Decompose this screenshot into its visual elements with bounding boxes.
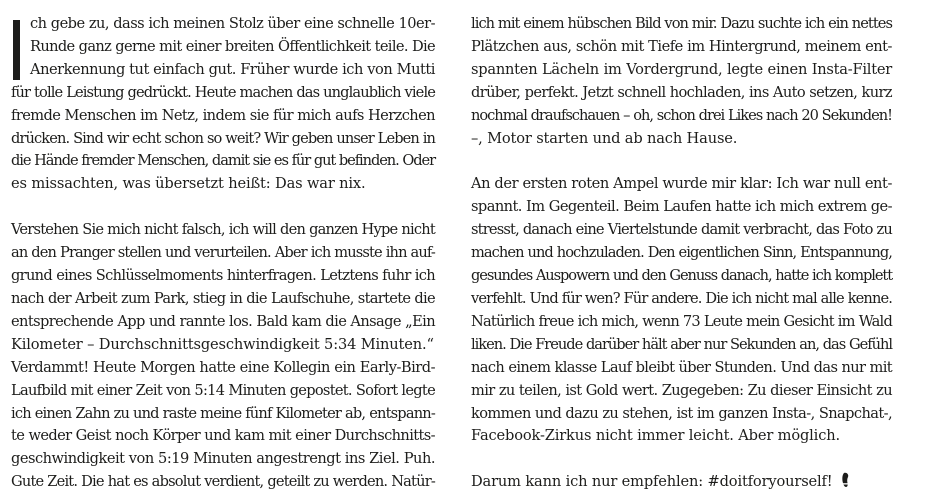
text-line: nach der Arbeit zum Park, stieg in die Laufschuhe, startete die [11, 289, 435, 307]
text-line: lich mit einem hübschen Bild von mir. Dazu suchte ich ein nettes [471, 15, 892, 32]
text-line: machen und hochzuladen. Den eigentlichen Sinn, Entspannung, [471, 244, 892, 262]
text-line: kommen und dazu zu stehen, ist im ganzen Insta-, Snapchat-, [471, 404, 892, 422]
text-line: an den Pranger stellen und verurteilen. Aber ich musste ihn auf- [11, 244, 435, 262]
text-line: gesundes Auspowern und den Genuss danach, hatte ich komplett [471, 267, 892, 285]
right-column [471, 13, 892, 494]
text-line: nach einem klasse Lauf bleibt über Stunden. Und das nur mit [471, 358, 892, 376]
text-line: grund eines Schlüsselmoments hinterfragen. Letztens fuhr ich [11, 267, 435, 285]
text-line: ch gebe zu, dass ich meinen Stolz über eine schnelle 10er- [30, 15, 435, 32]
text-line: Gute Zeit. Die hat es absolut verdient, geteilt zu werden. Natür- [11, 473, 435, 491]
text-line: te weder Geist noch Körper und kam mit einer Durchschnitts- [11, 427, 435, 445]
text-line: geschwindigkeit von 5:19 Minuten angestrengt ins Ziel. Puh. [11, 450, 435, 468]
text-line: spannt. Im Gegenteil. Beim Laufen hatte ich mich extrem ge- [471, 198, 892, 216]
closing-line [471, 471, 892, 494]
text-line: Runde ganz gerne mit einer breiten Öffentlichkeit teile. Die [30, 37, 435, 55]
drop-cap-i [13, 20, 20, 80]
text-line: drücken. Sind wir echt schon so weit? Wir geben unser Leben in [11, 129, 435, 147]
text-line: Anerkennung tut einfach gut. Früher wurde ich von Mutti [30, 60, 435, 78]
text-line: –, Motor starten und ab nach Hause. [471, 129, 738, 147]
text-line: drüber, perfekt. Jetzt schnell hochladen, ins Auto setzen, kurz [471, 83, 892, 101]
text-line: für tolle Leistung gedrückt. Heute machen das unglaublich viele [11, 83, 435, 101]
text-line: Facebook-Zirkus nicht immer leicht. Aber möglich. [471, 427, 840, 445]
text-line: Plätzchen aus, schön mit Tiefe im Hintergrund, meinem ent- [471, 37, 892, 55]
text-line: Verdammt! Heute Morgen hatte eine Kollegin ein Early-Bird- [11, 358, 435, 376]
left-column [11, 13, 435, 494]
text-line: mir zu teilen, ist Gold wert. Zugegeben: Zu dieser Einsicht zu [471, 381, 892, 399]
text-line: liken. Die Freude darüber hält aber nur Sekunden an, das Gefühl [471, 335, 892, 353]
text-line: Verstehen Sie mich nicht falsch, ich will den ganzen Hype nicht [11, 221, 435, 239]
closing-text: Darum kann ich nur empfehlen: #doitforyourself! [471, 473, 833, 491]
paragraph-2 [11, 219, 435, 494]
text-line: Kilometer – Durchschnittsgeschwindigkeit 5:34 Minuten.“ [11, 335, 434, 353]
text-line: verfehlt. Und für wen? Für andere. Die ich nicht mal alle kenne. [471, 289, 892, 307]
paragraph-1 [11, 13, 435, 196]
text-line: stresst, danach eine Viertelstunde damit verbracht, das Foto zu [471, 221, 892, 239]
text-line: es missachten, was übersetzt heißt: Das war nix. [11, 175, 366, 193]
paragraph-5 [471, 471, 892, 494]
text-line: Natürlich freue ich mich, wenn 73 Leute mein Gesicht im Wald [471, 312, 892, 330]
footprint-icon [841, 472, 851, 488]
text-line: An der ersten roten Ampel wurde mir klar: Ich war null ent- [471, 175, 892, 193]
text-line: die Hände fremder Menschen, damit sie es für gut befinden. Oder [11, 152, 435, 170]
text-line: entsprechende App und rannte los. Bald kam die Ansage „Ein [11, 312, 435, 330]
text-line: ich einen Zahn zu und raste meine fünf Kilometer ab, entspann- [11, 404, 435, 422]
text-line: Laufbild mit einer Zeit von 5:14 Minuten gepostet. Sofort legte [11, 381, 435, 399]
paragraph-3 [471, 13, 892, 150]
paragraph-4 [471, 173, 892, 448]
text-line: nochmal draufschauen – oh, schon drei Likes nach 20 Sekunden! [471, 106, 892, 124]
text-line: fremde Menschen im Netz, indem sie für mich aufs Herzchen [11, 106, 435, 124]
text-line: spannten Lächeln im Vordergrund, legte einen Insta-Filter [471, 60, 892, 78]
paragraph-intro [11, 13, 435, 196]
